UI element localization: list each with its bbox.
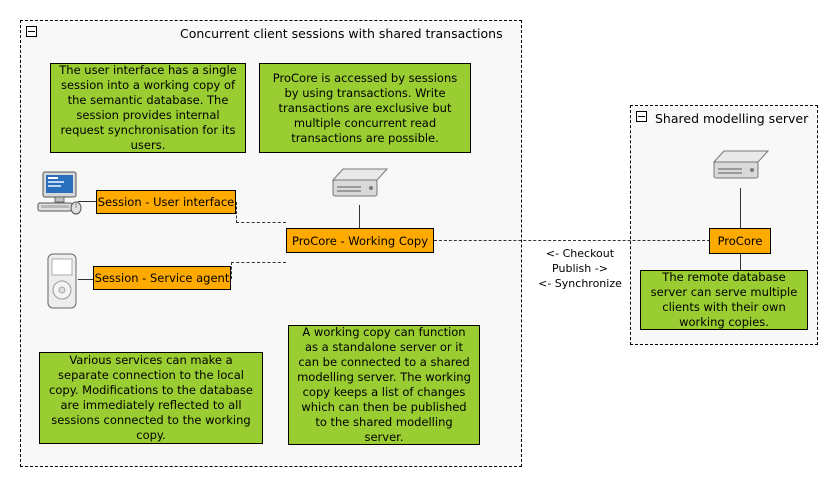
- label-procore-remote[interactable]: [709, 228, 771, 254]
- label-procore-remote-text: ProCore: [717, 234, 763, 248]
- note-remote-server: [640, 270, 808, 330]
- note-working-copy: [288, 325, 480, 445]
- note-procore-sessions: [259, 63, 471, 153]
- database-server-icon-remote: [710, 148, 772, 188]
- connector-session-agent-to-working-copy-h: [231, 262, 286, 263]
- label-session-service-agent-text: Session - Service agent: [94, 271, 230, 285]
- connector-working-copy-to-remote: [434, 240, 710, 241]
- note-remote-server-text: The remote database server can serve multiple clients with their own working copies.: [650, 270, 798, 329]
- label-procore-working-copy-text: ProCore - Working Copy: [291, 233, 429, 248]
- computer-workstation-icon: [36, 170, 82, 230]
- mobile-device-icon: [44, 252, 80, 312]
- note-working-copy-text: A working copy can function as a standalone server or it can be connected to a shared modelling server. The working copy keeps a list of changes which can then be published to the shared modelling server.: [297, 325, 471, 444]
- exchange-label-publish: Publish ->: [552, 262, 608, 275]
- connector-session-ui-to-working-copy-v: [236, 202, 237, 223]
- client-frame-title: Concurrent client sessions with shared transactions: [176, 26, 507, 41]
- label-session-user-interface[interactable]: [96, 190, 236, 214]
- note-ui-session-text: The user interface has a single session into a working copy of the semantic database. The session provides internal request synchronisation for its users.: [59, 63, 237, 152]
- note-ui-session: [50, 63, 246, 153]
- collapse-minus-icon-server[interactable]: [636, 111, 647, 122]
- note-services: [39, 352, 263, 444]
- exchange-label-checkout: <- Checkout: [545, 247, 615, 260]
- note-procore-sessions-text: ProCore is accessed by sessions by using transactions. Write transactions are exclusive but multiple concurrent read transactions are possible.: [272, 70, 458, 145]
- collapse-minus-icon-client[interactable]: [26, 26, 37, 37]
- connector-db-to-working-copy: [359, 205, 360, 228]
- connector-remote-db-to-procore: [740, 188, 741, 228]
- connector-remote-procore-to-note: [740, 254, 741, 270]
- label-session-service-agent[interactable]: [93, 266, 231, 290]
- note-services-text: Various services can make a separate connection to the local copy. Modifications to the database are immediately reflected to all sessions connected to the working copy.: [49, 353, 253, 442]
- label-session-user-interface-text: Session - User interface: [97, 195, 235, 209]
- connector-session-ui-to-working-copy-h: [236, 222, 286, 223]
- database-server-icon-local: [329, 166, 391, 206]
- label-procore-working-copy[interactable]: [286, 228, 434, 253]
- exchange-label-synchronize: <- Synchronize: [538, 277, 622, 290]
- connector-session-agent-to-working-copy-v: [231, 262, 232, 279]
- server-frame-title: Shared modelling server: [651, 111, 812, 126]
